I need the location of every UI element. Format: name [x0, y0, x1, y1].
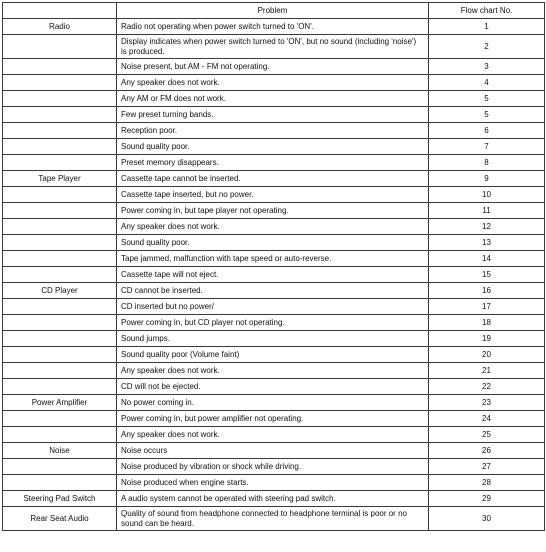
problem-cell: No power coming in. — [117, 395, 429, 411]
problem-cell: Display indicates when power switch turned to 'ON', but no sound (including 'noise') is produced. — [117, 35, 429, 59]
system-cell — [3, 139, 117, 155]
table-row — [3, 91, 545, 107]
system-cell — [3, 427, 117, 443]
flow-chart-number-cell: 23 — [429, 395, 545, 411]
problem-cell: Cassette tape will not eject. — [117, 267, 429, 283]
system-cell: Tape Player — [3, 171, 117, 187]
problem-cell: CD inserted but no power/ — [117, 299, 429, 315]
flow-chart-number-cell: 14 — [429, 251, 545, 267]
flow-chart-number-cell: 26 — [429, 443, 545, 459]
problem-cell: Radio not operating when power switch turned to 'ON'. — [117, 19, 429, 35]
flow-chart-number-cell: 24 — [429, 411, 545, 427]
system-cell — [3, 91, 117, 107]
troubleshooting-table — [2, 2, 545, 531]
problem-cell: Sound quality poor. — [117, 139, 429, 155]
problem-cell: Any speaker does not work. — [117, 75, 429, 91]
table-row — [3, 443, 545, 459]
flow-chart-number-cell: 21 — [429, 363, 545, 379]
table-row — [3, 235, 545, 251]
flow-chart-number-cell: 11 — [429, 203, 545, 219]
system-cell — [3, 411, 117, 427]
problem-cell: Any speaker does not work. — [117, 427, 429, 443]
problem-cell: Any speaker does not work. — [117, 219, 429, 235]
problem-cell: Preset memory disappears. — [117, 155, 429, 171]
flow-chart-number-cell: 2 — [429, 35, 545, 59]
table-row — [3, 459, 545, 475]
flow-chart-number-cell: 9 — [429, 171, 545, 187]
problem-cell: Noise produced by vibration or shock while driving. — [117, 459, 429, 475]
problem-cell: Tape jammed, malfunction with tape speed or auto-reverse. — [117, 251, 429, 267]
table-row — [3, 507, 545, 531]
flow-chart-number-cell: 7 — [429, 139, 545, 155]
problem-cell: CD will not be ejected. — [117, 379, 429, 395]
system-cell — [3, 155, 117, 171]
problem-cell: Few preset turning bands. — [117, 107, 429, 123]
system-cell — [3, 75, 117, 91]
system-cell: Noise — [3, 443, 117, 459]
problem-cell: Noise produced when engine starts. — [117, 475, 429, 491]
system-cell — [3, 315, 117, 331]
system-cell — [3, 123, 117, 139]
flow-chart-number-cell: 6 — [429, 123, 545, 139]
problem-cell: Power coming in, but power amplifier not operating. — [117, 411, 429, 427]
flow-chart-number-cell: 16 — [429, 283, 545, 299]
system-cell: Radio — [3, 19, 117, 35]
table-row — [3, 299, 545, 315]
system-cell: Rear Seat Audio — [3, 507, 117, 531]
table-row — [3, 347, 545, 363]
table-row — [3, 123, 545, 139]
table-row — [3, 331, 545, 347]
table-row — [3, 251, 545, 267]
system-cell — [3, 267, 117, 283]
table-row — [3, 427, 545, 443]
system-cell — [3, 379, 117, 395]
header-problem: Problem — [117, 3, 429, 19]
table-row — [3, 203, 545, 219]
flow-chart-number-cell: 12 — [429, 219, 545, 235]
flow-chart-number-cell: 4 — [429, 75, 545, 91]
flow-chart-number-cell: 13 — [429, 235, 545, 251]
flow-chart-number-cell: 5 — [429, 91, 545, 107]
header-flow-chart-no: Flow chart No. — [429, 3, 545, 19]
system-cell — [3, 251, 117, 267]
flow-chart-number-cell: 22 — [429, 379, 545, 395]
problem-cell: Sound quality poor (Volume faint) — [117, 347, 429, 363]
problem-cell: Quality of sound from headphone connected to headphone terminal is poor or no sound can be heard. — [117, 507, 429, 531]
flow-chart-number-cell: 30 — [429, 507, 545, 531]
flow-chart-number-cell: 1 — [429, 19, 545, 35]
flow-chart-number-cell: 5 — [429, 107, 545, 123]
problem-cell: Sound jumps. — [117, 331, 429, 347]
table-row — [3, 187, 545, 203]
system-cell — [3, 347, 117, 363]
table-row — [3, 139, 545, 155]
system-cell — [3, 331, 117, 347]
system-cell — [3, 107, 117, 123]
flow-chart-number-cell: 27 — [429, 459, 545, 475]
system-cell — [3, 475, 117, 491]
table-row — [3, 75, 545, 91]
table-row — [3, 219, 545, 235]
table-row — [3, 171, 545, 187]
flow-chart-number-cell: 28 — [429, 475, 545, 491]
table-row — [3, 395, 545, 411]
header-system — [3, 3, 117, 19]
problem-cell: Noise present, but AM - FM not operating. — [117, 59, 429, 75]
flow-chart-number-cell: 10 — [429, 187, 545, 203]
system-cell — [3, 363, 117, 379]
table-row — [3, 363, 545, 379]
problem-cell: Cassette tape cannot be inserted. — [117, 171, 429, 187]
flow-chart-number-cell: 3 — [429, 59, 545, 75]
system-cell: CD Player — [3, 283, 117, 299]
table-row — [3, 155, 545, 171]
system-cell — [3, 35, 117, 59]
table-body — [3, 19, 545, 531]
table-row — [3, 411, 545, 427]
system-cell — [3, 187, 117, 203]
flow-chart-number-cell: 29 — [429, 491, 545, 507]
problem-cell: Power coming in, but tape player not operating. — [117, 203, 429, 219]
table-row — [3, 19, 545, 35]
system-cell: Power Amplifier — [3, 395, 117, 411]
table-row — [3, 379, 545, 395]
table-row — [3, 475, 545, 491]
problem-cell: Power coming in, but CD player not operating. — [117, 315, 429, 331]
problem-cell: Any speaker does not work. — [117, 363, 429, 379]
problem-cell: Reception poor. — [117, 123, 429, 139]
flow-chart-number-cell: 25 — [429, 427, 545, 443]
table-row — [3, 59, 545, 75]
table-row — [3, 315, 545, 331]
flow-chart-number-cell: 20 — [429, 347, 545, 363]
flow-chart-number-cell: 8 — [429, 155, 545, 171]
table-row — [3, 491, 545, 507]
system-cell — [3, 235, 117, 251]
system-cell — [3, 59, 117, 75]
system-cell — [3, 299, 117, 315]
problem-cell: Any AM or FM does not work. — [117, 91, 429, 107]
system-cell — [3, 219, 117, 235]
system-cell — [3, 459, 117, 475]
problem-cell: CD cannot be inserted. — [117, 283, 429, 299]
flow-chart-number-cell: 15 — [429, 267, 545, 283]
problem-cell: A audio system cannot be operated with steering pad switch. — [117, 491, 429, 507]
problem-cell: Noise occurs — [117, 443, 429, 459]
header-row — [3, 3, 545, 19]
table-row — [3, 283, 545, 299]
flow-chart-number-cell: 17 — [429, 299, 545, 315]
table-row — [3, 107, 545, 123]
table-row — [3, 267, 545, 283]
flow-chart-number-cell: 19 — [429, 331, 545, 347]
system-cell — [3, 203, 117, 219]
system-cell: Steering Pad Switch — [3, 491, 117, 507]
problem-cell: Sound quality poor. — [117, 235, 429, 251]
table-row — [3, 35, 545, 59]
flow-chart-number-cell: 18 — [429, 315, 545, 331]
problem-cell: Cassette tape inserted, but no power. — [117, 187, 429, 203]
